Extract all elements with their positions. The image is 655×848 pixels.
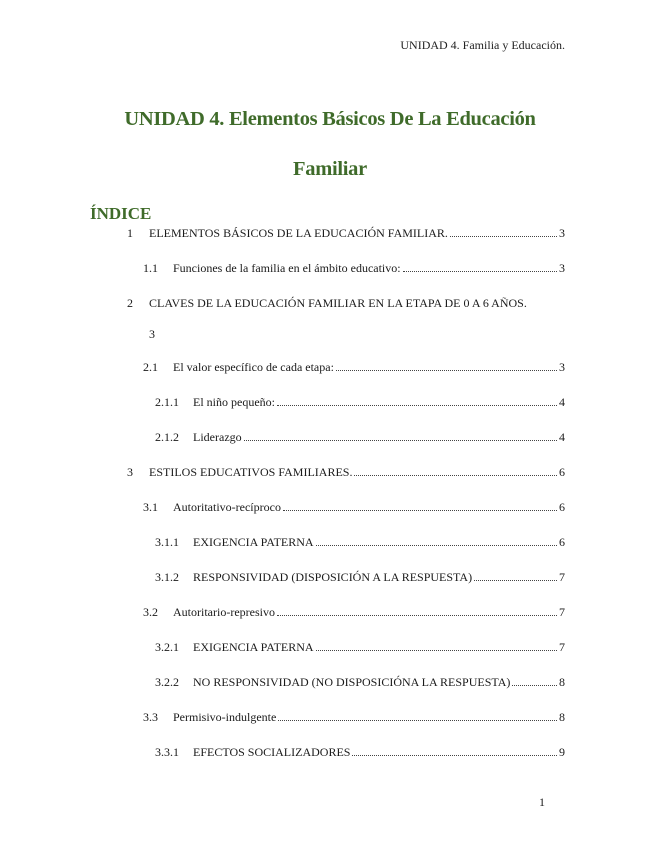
toc-entry-3-1-2[interactable] — [155, 570, 565, 588]
toc-number: 2.1.2 — [155, 430, 179, 444]
toc-number: 2 — [127, 296, 133, 310]
toc-text: Liderazgo — [193, 430, 242, 444]
toc-number: 1.1 — [143, 261, 158, 275]
toc-number: 2.1.1 — [155, 395, 179, 409]
toc-dot-leader — [277, 607, 557, 616]
toc-page: 9 — [559, 745, 565, 759]
toc-page: 3 — [559, 226, 565, 240]
toc-entry-3[interactable] — [127, 465, 565, 483]
toc-page: 6 — [559, 500, 565, 514]
toc-entry-3-1[interactable] — [143, 500, 565, 518]
toc-page: 7 — [559, 570, 565, 584]
toc-number: 3.1 — [143, 500, 158, 514]
toc-text: CLAVES DE LA EDUCACIÓN FAMILIAR EN LA ETAPA DE 0 A 6 AÑOS. — [149, 296, 527, 310]
toc-entry-3-1-1[interactable] — [155, 535, 565, 553]
toc-number: 3.2.2 — [155, 675, 179, 689]
toc-dot-leader — [336, 362, 557, 371]
page-number: 1 — [539, 795, 545, 809]
toc-number: 3 — [127, 465, 133, 479]
title-line-2: Familiar — [293, 158, 367, 180]
toc-number: 3.2 — [143, 605, 158, 619]
toc-dot-leader — [244, 432, 557, 441]
toc-page: 3 — [559, 261, 565, 275]
toc-number: 3.2.1 — [155, 640, 179, 654]
toc-text: EFECTOS SOCIALIZADORES — [193, 745, 351, 759]
toc-text: Funciones de la familia en el ámbito educativo: — [173, 261, 401, 275]
toc-number: 3.1.2 — [155, 570, 179, 584]
toc-page: 3 — [149, 327, 155, 341]
running-header: UNIDAD 4. Familia y Educación. — [400, 38, 565, 52]
toc-text: ESTILOS EDUCATIVOS FAMILIARES. — [149, 465, 353, 479]
title-line-1: UNIDAD 4. Elementos Básicos De La Educación — [124, 108, 536, 130]
toc-text: EXIGENCIA PATERNA — [193, 640, 314, 654]
toc-entry-1[interactable] — [127, 226, 565, 244]
toc-dot-leader — [512, 677, 557, 686]
toc-text: El valor específico de cada etapa: — [173, 360, 334, 374]
toc-dot-leader — [352, 747, 557, 756]
toc-text: Autoritativo-recíproco — [173, 500, 281, 514]
index-heading: ÍNDICE — [90, 204, 152, 223]
toc-text: ELEMENTOS BÁSICOS DE LA EDUCACIÓN FAMILIAR. — [149, 226, 448, 240]
toc-entry-3-2-1[interactable] — [155, 640, 565, 658]
toc-text: NO RESPONSIVIDAD (NO DISPOSICIÓNA LA RESPUESTA) — [193, 675, 511, 689]
toc-dot-leader — [474, 572, 557, 581]
toc-entry-1-1[interactable] — [143, 261, 565, 279]
toc-entry-2[interactable] — [127, 296, 565, 342]
toc-page: 6 — [559, 535, 565, 549]
document-title — [60, 94, 600, 194]
toc-page: 3 — [559, 360, 565, 374]
toc-entry-3-2-2[interactable] — [155, 675, 565, 693]
toc-entry-2-1[interactable] — [143, 360, 565, 378]
toc-text: RESPONSIVIDAD (DISPOSICIÓN A LA RESPUESTA) — [193, 570, 473, 584]
toc-number: 1 — [127, 226, 133, 240]
toc-page: 6 — [559, 465, 565, 479]
toc-dot-leader — [277, 397, 557, 406]
toc-number: 3.3 — [143, 710, 158, 724]
toc-page: 8 — [559, 710, 565, 724]
toc-text: El niño pequeño: — [193, 395, 275, 409]
toc-page: 8 — [559, 675, 565, 689]
toc-entry-3-3[interactable] — [143, 710, 565, 728]
toc-entry-2-1-2[interactable] — [155, 430, 565, 448]
toc-dot-leader — [316, 642, 557, 651]
toc-number: 3.3.1 — [155, 745, 179, 759]
toc-entry-2-1-1[interactable] — [155, 395, 565, 413]
toc-number: 3.1.1 — [155, 535, 179, 549]
toc-dot-leader — [403, 263, 557, 272]
toc-dot-leader — [450, 228, 557, 237]
toc-text: Permisivo-indulgente — [173, 710, 277, 724]
toc-page: 4 — [559, 430, 565, 444]
toc-text: EXIGENCIA PATERNA — [193, 535, 314, 549]
toc-dot-leader — [316, 537, 557, 546]
toc-page: 4 — [559, 395, 565, 409]
toc-number: 2.1 — [143, 360, 158, 374]
toc-page: 7 — [559, 605, 565, 619]
toc-entry-3-2[interactable] — [143, 605, 565, 623]
toc-dot-leader — [354, 467, 557, 476]
toc-entry-3-3-1[interactable] — [155, 745, 565, 763]
toc-dot-leader — [283, 502, 557, 511]
toc-page: 7 — [559, 640, 565, 654]
toc-dot-leader — [278, 712, 557, 721]
toc-text: Autoritario-represivo — [173, 605, 275, 619]
